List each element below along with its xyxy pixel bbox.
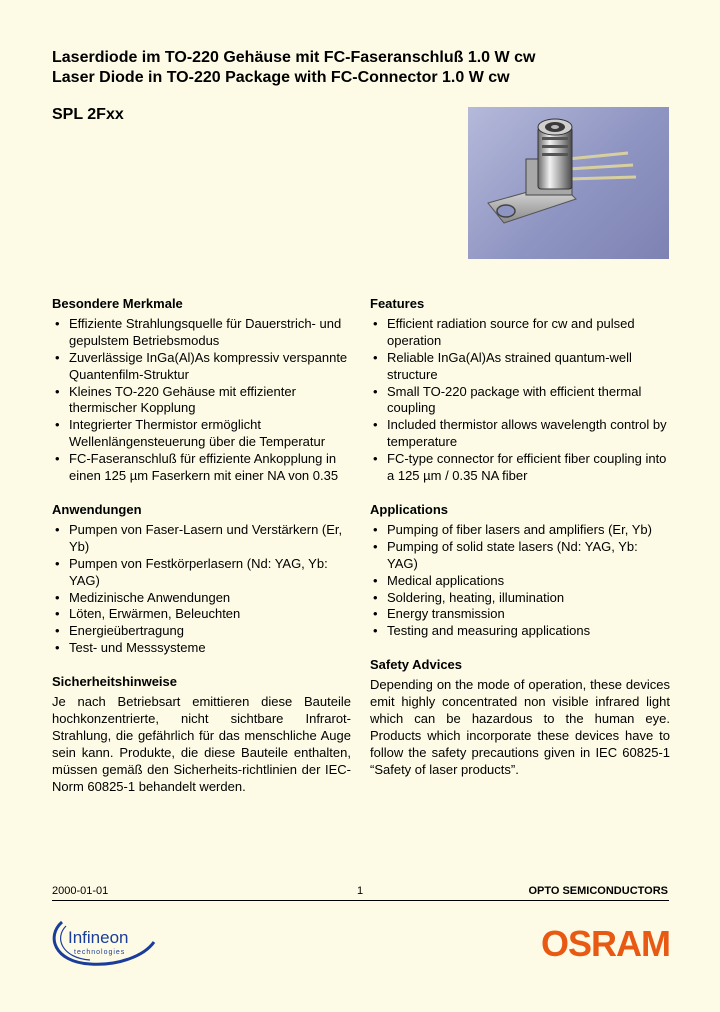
list-item: • Pumping of fiber lasers and amplifiers (Er, Yb) bbox=[370, 522, 670, 539]
applications-list-de bbox=[52, 522, 351, 657]
list-item: • Integrierter Thermistor ermöglicht Wellenlängensteuerung über die Temperatur bbox=[52, 417, 351, 451]
list-item: • Zuverlässige InGa(Al)As kompressiv verspannte Quantenfilm-Struktur bbox=[52, 350, 351, 384]
list-item: • Energieübertragung bbox=[52, 623, 351, 640]
part-number: SPL 2Fxx bbox=[52, 106, 124, 123]
list-item: • Löten, Erwärmen, Beleuchten bbox=[52, 606, 351, 623]
footer-date: 2000-01-01 bbox=[52, 885, 109, 897]
laser-diode-illustration bbox=[468, 107, 669, 259]
title-english: Laser Diode in TO-220 Package with FC-Connector 1.0 W cw bbox=[52, 69, 510, 86]
list-item: • Effiziente Strahlungsquelle für Dauerstrich- und gepulstem Betriebsmodus bbox=[52, 316, 351, 350]
osram-logo: OSRAM bbox=[541, 923, 670, 964]
safety-text-en: Depending on the mode of operation, these devices emit highly concentrated non visible infrared light which can be hazardous to the human eye. Products which incorporate these devices have to follow the safety precautions given in IEC 60825-1 “Safety of laser products”. bbox=[370, 677, 670, 777]
footer-rule bbox=[52, 900, 669, 901]
list-item: • Soldering, heating, illumination bbox=[370, 590, 670, 607]
footer-division: OPTO SEMICONDUCTORS bbox=[528, 885, 668, 897]
list-item: • Kleines TO-220 Gehäuse mit effizienter thermischer Kopplung bbox=[52, 384, 351, 418]
english-column bbox=[370, 296, 670, 796]
applications-heading-en: Applications bbox=[370, 501, 449, 517]
list-item: • Included thermistor allows wavelength control by temperature bbox=[370, 417, 670, 451]
infineon-logo-graphic bbox=[48, 912, 158, 970]
list-item: • Pumping of solid state lasers (Nd: YAG, Yb: YAG) bbox=[370, 539, 670, 573]
features-heading-en: Features bbox=[370, 296, 425, 311]
list-item: • Efficient radiation source for cw and pulsed operation bbox=[370, 316, 670, 350]
list-item: • Medizinische Anwendungen bbox=[52, 590, 351, 607]
list-item: • Testing and measuring applications bbox=[370, 623, 670, 640]
list-item: • Medical applications bbox=[370, 573, 670, 590]
applications-list-en bbox=[370, 522, 670, 640]
safety-text-de: Je nach Betriebsart emittieren diese Bauteile hochkonzentrierte, nicht sichtbare Infrarot-Strahlung, die gefährlich für das menschliche Auge sein kann. Produkte, die diese Bauteile enthalten, müssen gemäß den Sicherheits-richtlinien der IEC-Norm 60825-1 behandelt werden. bbox=[52, 694, 351, 794]
list-item: • Pumpen von Festkörperlasern (Nd: YAG, Yb: YAG) bbox=[52, 556, 351, 590]
list-item: • Reliable InGa(Al)As strained quantum-well structure bbox=[370, 350, 670, 384]
list-item: • Small TO-220 package with efficient thermal coupling bbox=[370, 384, 670, 418]
footer-page-number: 1 bbox=[357, 885, 364, 897]
title-german: Laserdiode im TO-220 Gehäuse mit FC-Faseranschluß 1.0 W cw bbox=[52, 49, 536, 66]
features-list-de bbox=[52, 316, 351, 485]
product-photo bbox=[468, 107, 669, 259]
infineon-name: Infineon bbox=[68, 928, 129, 947]
features-list-en bbox=[370, 316, 670, 485]
list-item: • Test- und Messsysteme bbox=[52, 640, 351, 657]
features-heading-de: Besondere Merkmale bbox=[52, 296, 183, 311]
list-item: • FC-Faseranschluß für effiziente Ankopplung in einen 125 µm Faserkern mit einer NA von 0.35 bbox=[52, 451, 351, 485]
safety-heading-de: Sicherheitshinweise bbox=[52, 674, 177, 690]
list-item: • Energy transmission bbox=[370, 606, 670, 623]
infineon-tagline: technologies bbox=[74, 949, 126, 956]
infineon-logo bbox=[48, 912, 158, 970]
list-item: • Pumpen von Faser-Lasern und Verstärkern (Er, Yb) bbox=[52, 522, 351, 556]
german-column bbox=[52, 296, 351, 812]
list-item: • FC-type connector for efficient fiber coupling into a 125 µm / 0.35 NA fiber bbox=[370, 451, 670, 485]
safety-heading-en: Safety Advices bbox=[370, 657, 463, 673]
applications-heading-de: Anwendungen bbox=[52, 501, 142, 517]
